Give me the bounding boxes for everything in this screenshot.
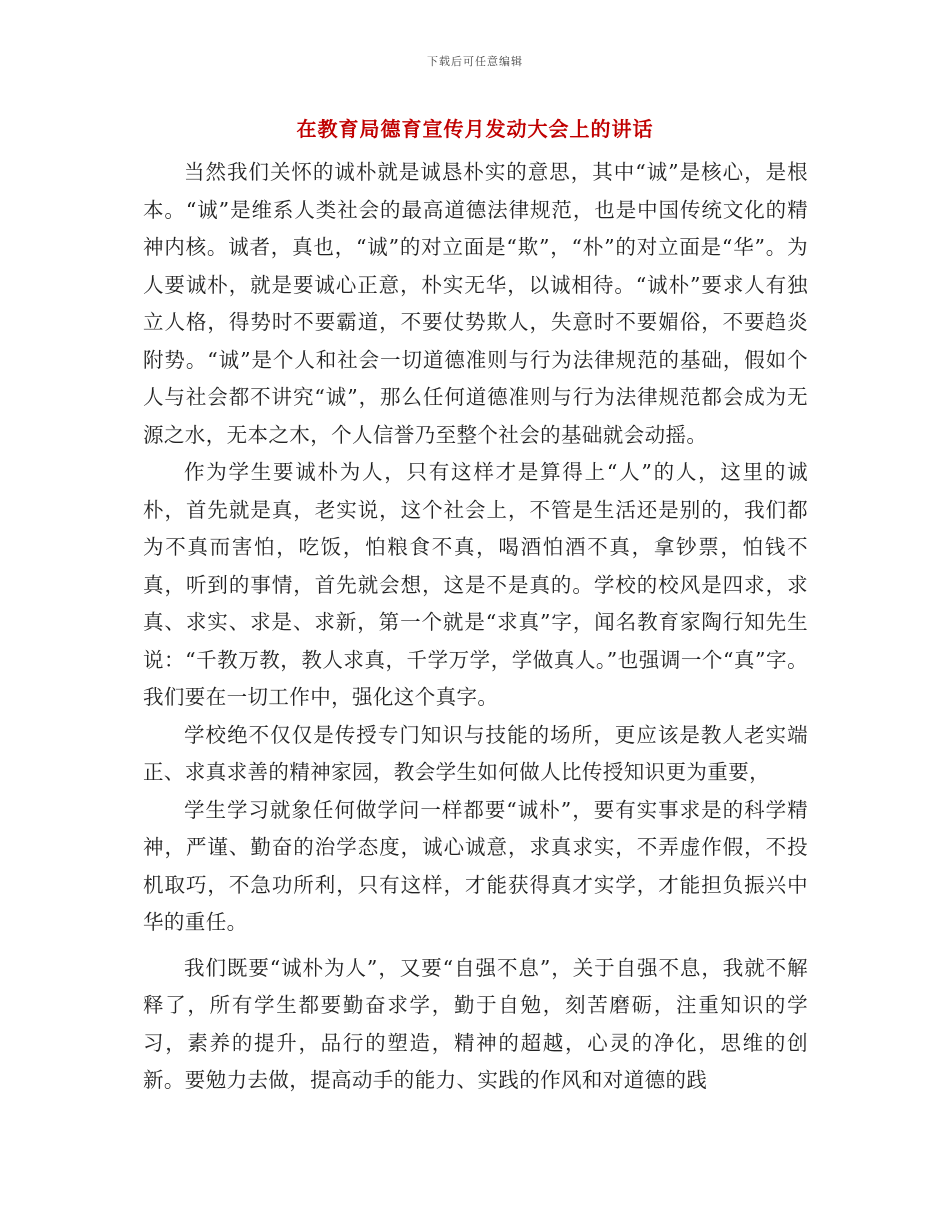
- paragraph-5: 我们既要“诚朴为人”，又要“自强不息”，关于自强不息，我就不解释了，所有学生都要勤奋求学，勤于自勉，刻苦磨砺，注重知识的学习，素养的提升，品行的塑造，精神的超越，心灵的净化，思维的创新。要勉力去做，提高动手的能力、实践的作风和对道德的践: [143, 955, 808, 1092]
- paragraph-1: 当然我们关怀的诚朴就是诚恳朴实的意思，其中“诚”是核心，是根本。“诚”是维系人类社会的最高道德法律规范，也是中国传统文化的精神内核。诚者，真也，“诚”的对立面是“欺”，“朴”的对立面是“华”。为人要诚朴，就是要诚心正意，朴实无华，以诚相待。“诚朴”要求人有独立人格，得势时不要霸道，不要仗势欺人，失意时不要媚俗，不要趋炎附势。“诚”是个人和社会一切道德准则与行为法律规范的基础，假如个人与社会都不讲究“诚”，那么任何道德准则与行为法律规范都会成为无源之水，无本之木，个人信誉乃至整个社会的基础就会动摇。: [143, 160, 808, 447]
- document-body: [143, 154, 808, 1100]
- page-header-note: 下载后可任意编辑: [427, 55, 523, 68]
- paragraph-2: 作为学生要诚朴为人，只有这样才是算得上“人”的人，这里的诚朴，首先就是真，老实说，这个社会上，不管是生活还是别的，我们都为不真而害怕，吃饭，怕粮食不真，喝酒怕酒不真，拿钞票，怕钱不真，听到的事情，首先就会想，这是不是真的。学校的校风是四求，求真、求实、求是、求新，第一个就是“求真”字，闻名教育家陶行知先生说：“千教万教，教人求真，千学万学，学做真人。”也强调一个“真”字。我们要在一切工作中，强化这个真字。: [143, 460, 808, 709]
- paragraph-4: 学生学习就象任何做学问一样都要“诚朴”，要有实事求是的科学精神，严谨、勤奋的治学态度，诚心诚意，求真求实，不弄虚作假，不投机取巧，不急功所利，只有这样，才能获得真才实学，才能担负振兴中华的重任。: [143, 797, 808, 934]
- paragraph-3: 学校绝不仅仅是传授专门知识与技能的场所，更应该是教人老实端正、求真求善的精神家园，教会学生如何做人比传授知识更为重要，: [143, 722, 808, 784]
- document-title: 在教育局德育宣传月发动大会上的讲话: [296, 117, 654, 141]
